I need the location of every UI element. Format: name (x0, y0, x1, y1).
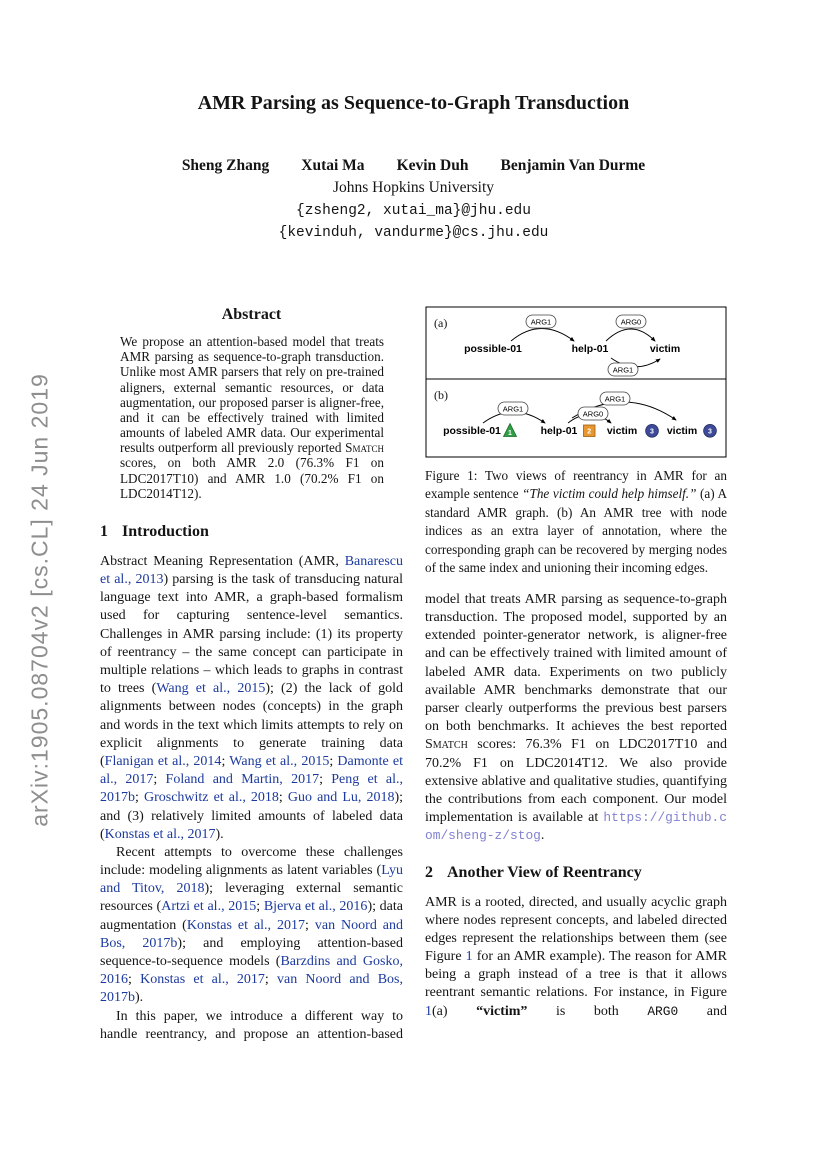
email-line: {zsheng2, xutai_ma}@jhu.edu (296, 203, 531, 219)
text-span: ; (128, 972, 141, 988)
text-span: Smatch (345, 440, 384, 456)
text-span: ). (135, 990, 144, 1006)
figure-ref[interactable]: 1 (465, 949, 473, 965)
edge-label (578, 407, 608, 420)
citation-link[interactable]: Flanigan et al., 2014 (104, 753, 222, 769)
author-name: Benjamin Van Durme (500, 157, 646, 174)
section-title: Introduction (122, 522, 209, 540)
text-span: ; (319, 772, 332, 788)
text-span: “The victim could help himself.” (522, 486, 697, 502)
text-span: scores: 76.3% F1 on LDC2017T10 and 70.2% F1 on LDC2014T12. We also provide extensive ablative and qualitative studies, quantifying the contributions from each component. Our model implementation is available at (425, 737, 727, 826)
edge-label (498, 402, 528, 415)
amr-node-label: possible-01 (464, 343, 522, 355)
text-span: ); and employing attention-based sequence-to-sequence models ( (100, 935, 403, 970)
text-span: ; (264, 972, 277, 988)
citation-link[interactable]: van Noord and Bos, 2017b (100, 917, 404, 951)
text-span: and (678, 1003, 727, 1019)
citation-link[interactable]: Foland and Martin, 2017 (165, 772, 320, 788)
section-heading-introduction (100, 523, 403, 541)
amr-node-label: help-01 (571, 343, 609, 355)
abstract-heading: Abstract (221, 306, 282, 323)
node-index-badge-square (584, 425, 596, 437)
text-span: scores, on both AMR 2.0 (76.3% F1 on LDC2017T10) and AMR 1.0 (70.2% F1 on LDC2014T12). (120, 455, 384, 501)
arxiv-watermark: arXiv:1905.08704v2 [cs.CL] 24 Jun 2019 (26, 373, 53, 827)
author-list (0, 157, 827, 175)
citation-link[interactable]: Konstas et al., 2017 (186, 917, 306, 933)
citation-link[interactable]: Wang et al., 2015 (229, 753, 330, 769)
text-span: model that treats AMR parsing as sequence-to-graph transduction. The proposed model, supported by an extended pointer-generator network, is aligner-free and can be effectively trained with limited amount of labeled AMR data. Experiments on two publicly available AMR benchmarks demonstrate that our parser clearly outperforms the previous best parsers on both benchmarks. It achieves the best reported (425, 591, 727, 735)
text-span: ); leveraging external semantic resources ( (100, 881, 404, 915)
text-span: is both (527, 1003, 648, 1019)
citation-link[interactable]: Damonte et al., 2017 (100, 753, 404, 788)
section-heading-reentrancy (425, 864, 727, 882)
text-span: ). (215, 826, 224, 842)
citation-link[interactable]: van Noord and Bos, 2017b (100, 972, 404, 1006)
node-index-text: 2 (587, 428, 592, 436)
text-span: Recent attempts to overcome these challenges include: modeling alignments as latent variables ( (100, 844, 403, 879)
text-span: (a) (432, 1003, 477, 1019)
author-name: Kevin Duh (396, 157, 469, 174)
section-number: 2 (425, 863, 433, 881)
node-index-badge-circle (646, 424, 659, 437)
text-span: ) parsing is the task of transducing natural language text into AMR, a graph-based formalism used for capturing sentence-level semantics. Challenges in AMR parsing include: (1) its property of reentrancy – the same concept can participate in multiple relations – which leads to graphs in contrast to trees ( (100, 572, 403, 697)
amr-node-label: victim (666, 425, 698, 437)
edge-label-text: ARG0 (620, 317, 642, 327)
text-span: for an AMR example). The reason for AMR being a graph instead of a tree is that it allows reentrant semantic relations. For instance, in Figure (425, 949, 727, 1001)
node-index-text: 3 (650, 428, 654, 436)
edge-label-text: ARG1 (612, 365, 634, 375)
left-column (100, 306, 403, 1044)
paper-title: AMR Parsing as Sequence-to-Graph Transduction (197, 92, 630, 114)
edge-label-text: ARG1 (502, 404, 524, 414)
right-column (425, 306, 727, 1021)
external-link[interactable]: https://github.com/sheng-z/stog (425, 810, 727, 844)
text-span: (a) A standard AMR graph. (b) An AMR tree with node indices as an extra layer of annotation, where the corresponding graph can be recovered by merging nodes of the same index and unioning their incoming edges. (425, 486, 727, 576)
text-span: Figure 1: Two views of reentrancy in AMR for an example sentence (425, 468, 727, 502)
edge-label-text: ARG0 (582, 409, 604, 419)
amr-node-label: help-01 (540, 425, 578, 437)
intro-paragraph-2 (100, 844, 403, 1008)
text-span: . (540, 828, 545, 844)
citation-link[interactable]: Bjerva et al., 2016 (263, 899, 368, 915)
text-span: ); data augmentation ( (100, 899, 403, 933)
node-index-badge-circle (704, 424, 717, 437)
amr-node-label: possible-01 (443, 425, 501, 437)
section2-paragraph-1 (425, 894, 727, 1021)
figure-ref[interactable]: 1 (425, 1003, 432, 1019)
intro-paragraph-1 (100, 553, 403, 844)
citation-link[interactable]: Banarescu et al., 2013 (100, 553, 403, 588)
affiliation: Johns Hopkins University (332, 179, 495, 196)
section-number: 1 (100, 522, 108, 540)
edge-label (526, 315, 556, 328)
body-paragraph-continuation (425, 591, 727, 846)
node-index-text: 3 (708, 428, 712, 436)
text-span: ; (153, 772, 166, 788)
citation-link[interactable]: Konstas et al., 2017 (140, 972, 265, 988)
citation-link[interactable]: Groschwitz et al., 2018 (143, 790, 279, 806)
amr-node-label: victim (606, 425, 638, 437)
citation-link[interactable]: Artzi et al., 2015 (161, 899, 257, 915)
text-span: “victim” (476, 1003, 528, 1019)
panel-a-label: (a) (434, 316, 448, 330)
abstract-text (120, 334, 384, 501)
email-line: {kevinduh, vandurme}@cs.jhu.edu (278, 225, 549, 241)
citation-link[interactable]: Konstas et al., 2017 (104, 826, 216, 842)
edge-label-text: ARG1 (604, 394, 626, 404)
citation-link[interactable]: Lyu and Titov, 2018 (100, 863, 403, 897)
citation-link[interactable]: Wang et al., 2015 (156, 681, 266, 697)
citation-link[interactable]: Peng et al., 2017b (100, 772, 403, 806)
citation-link[interactable]: Guo and Lu, 2018 (287, 790, 395, 806)
text-span: AMR is a rooted, directed, and usually acyclic graph where nodes represent concepts, and labeled directed edges represent the relationships between them (see Figure (425, 894, 727, 965)
text-span: Abstract Meaning Representation (AMR, (100, 553, 345, 569)
text-span: ARG0 (647, 1003, 679, 1019)
intro-paragraph-3 (100, 1008, 403, 1044)
section-title: Another View of Reentrancy (447, 863, 642, 881)
edge-label-text: ARG1 (530, 317, 552, 327)
figure-1-amr-graphs (425, 306, 727, 458)
edge-label (608, 363, 638, 376)
text-span: ); (2) the lack of gold alignments between nodes (concepts) in the graph and words in the text which limits attempts to rely on explicit alignments to generate training data ( (100, 681, 403, 769)
text-span: Smatch (425, 737, 468, 753)
panel-b-label: (b) (434, 388, 448, 402)
text-span: ; (221, 753, 230, 769)
edge-label (616, 315, 646, 328)
edge-label (600, 392, 630, 405)
text-span: ; (329, 753, 338, 769)
author-name: Xutai Ma (301, 157, 365, 174)
text-span: ; (135, 790, 144, 806)
text-span: ; (305, 917, 315, 933)
text-span: In this paper, we introduce a different way to handle reentrancy, and propose an attention-based (100, 1008, 403, 1042)
node-index-text: 1 (508, 430, 512, 437)
text-span: ); and (3) relatively limited amounts of labeled data ( (100, 790, 404, 842)
text-span: ; (278, 790, 288, 806)
citation-link[interactable]: Barzdins and Gosko, 2016 (100, 954, 403, 988)
author-name: Sheng Zhang (181, 157, 270, 174)
text-span: We propose an attention-based model that treats AMR parsing as sequence-to-graph transduction. Unlike most AMR parsers that rely on pre-trained aligners, external semantic resources, or data augmentation, our proposed parser is aligner-free, and it can be effectively trained with limited amounts of labeled AMR data. Our experimental results outperform all previously reported (120, 334, 384, 456)
email-block (0, 200, 827, 244)
amr-node-label: victim (649, 343, 681, 355)
text-span: ; (256, 899, 264, 915)
figure-caption (425, 467, 727, 578)
